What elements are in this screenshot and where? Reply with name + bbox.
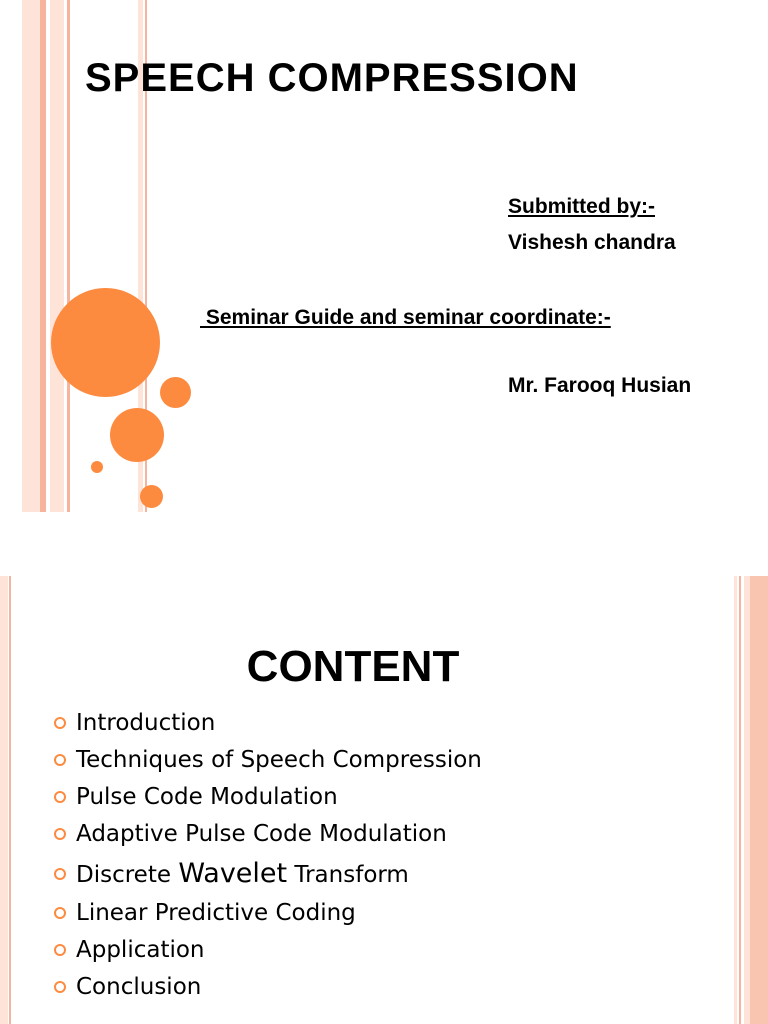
circle-bullet-icon	[54, 791, 66, 803]
list-item-text: Conclusion	[76, 974, 202, 1000]
list-item-text: Techniques of Speech Compression	[76, 747, 482, 773]
decor-circle	[140, 485, 163, 508]
list-item-text: Linear Predictive Coding	[76, 900, 356, 926]
decor-stripe	[40, 0, 46, 512]
circle-bullet-icon	[54, 868, 66, 880]
slide-gap	[0, 512, 768, 576]
list-item-text: Introduction	[76, 710, 216, 736]
content-title: CONTENT	[246, 642, 460, 691]
circle-bullet-icon	[54, 717, 66, 729]
decor-circle-small	[91, 461, 103, 473]
list-item-text: Application	[76, 937, 205, 963]
list-item	[52, 745, 482, 782]
submitted-by-label: Submitted by:-	[508, 195, 655, 218]
circle-bullet-icon	[54, 754, 66, 766]
list-item	[52, 708, 482, 745]
list-item	[52, 819, 482, 859]
list-item-text-pre: Discrete	[76, 862, 179, 888]
decor-circle-large	[51, 288, 160, 397]
list-item-text-post: Transform	[287, 862, 409, 888]
slide-title: SPEECH COMPRESSION	[85, 56, 579, 100]
circle-bullet-icon	[54, 907, 66, 919]
list-item	[52, 782, 482, 819]
list-item	[52, 935, 482, 972]
decor-circle	[160, 377, 191, 408]
circle-bullet-icon	[54, 981, 66, 993]
submitter-name: Vishesh chandra	[508, 231, 676, 254]
guide-label: Seminar Guide and seminar coordinate:-	[200, 306, 611, 329]
decor-stripe	[22, 0, 40, 512]
decor-circle	[110, 408, 164, 462]
content-list	[52, 708, 482, 1009]
decor-stripe	[734, 576, 737, 1024]
guide-name: Mr. Farooq Husian	[508, 374, 692, 397]
list-item	[52, 898, 482, 935]
decor-stripe	[67, 0, 70, 512]
decor-stripe	[50, 0, 64, 512]
list-item-text: Pulse Code Modulation	[76, 784, 338, 810]
decor-stripe	[739, 576, 741, 1024]
list-item-text-emph: Wavelet	[178, 858, 288, 889]
content-slide	[0, 576, 768, 1024]
circle-bullet-icon	[54, 828, 66, 840]
list-item	[52, 972, 482, 1009]
decor-stripe	[750, 576, 768, 1024]
circle-bullet-icon	[54, 944, 66, 956]
list-item-text: Adaptive Pulse Code Modulation	[76, 821, 447, 847]
list-item	[52, 859, 482, 898]
